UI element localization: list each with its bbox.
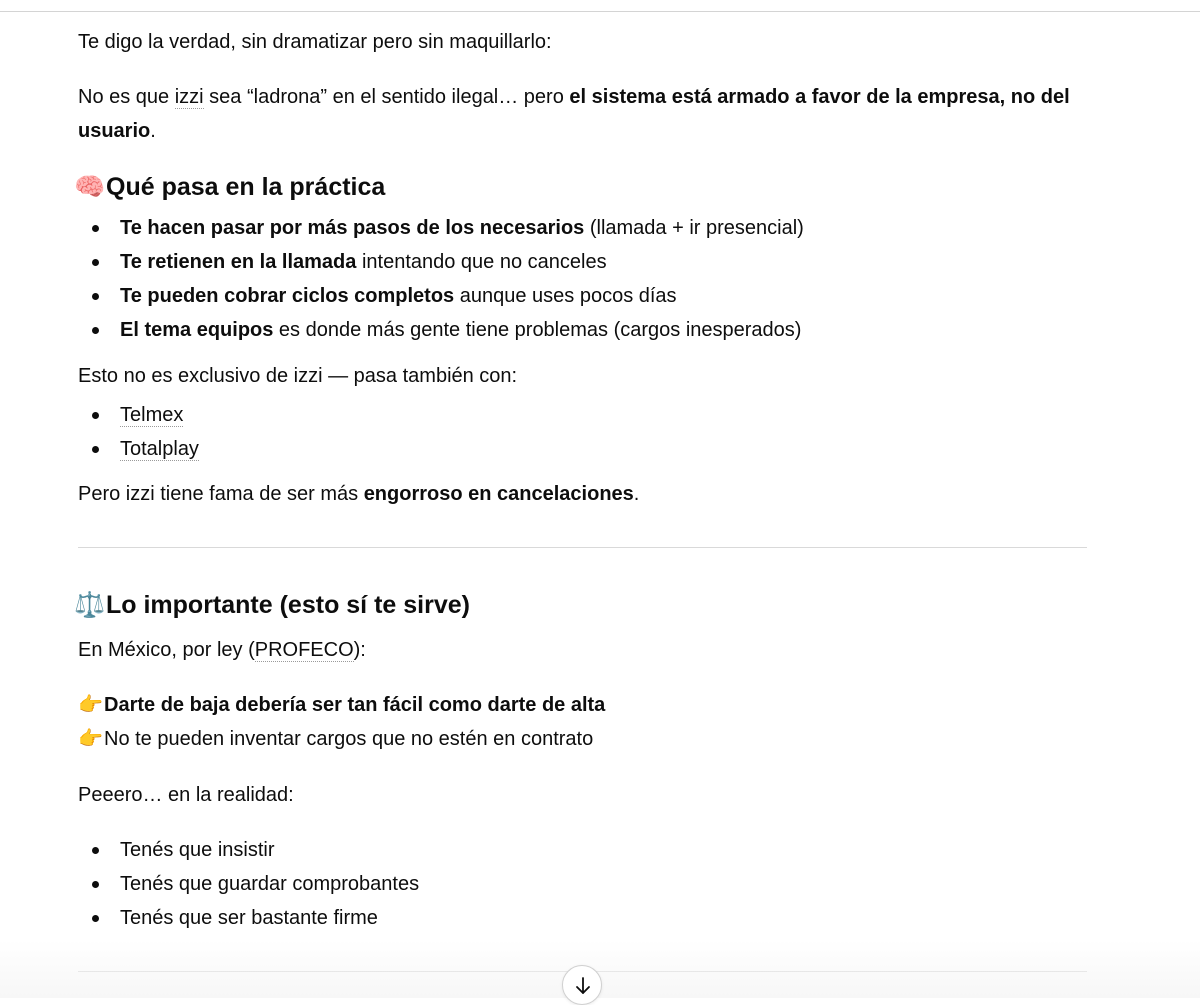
practice-list — [78, 211, 804, 347]
section-heading-important-text: Lo importante (esto sí te sirve) — [106, 591, 470, 619]
law-paragraph — [78, 633, 366, 667]
reality-list — [78, 833, 419, 935]
fame-text: Pero izzi tiene fama de ser más — [78, 483, 364, 505]
bullet-icon — [92, 881, 99, 888]
section-heading-practice — [74, 170, 385, 204]
totalplay-link[interactable]: Totalplay — [120, 438, 199, 460]
intro-text-b: sea “ladrona” en el sentido ilegal… pero — [203, 86, 570, 108]
list-item-text: aunque uses pocos días — [454, 285, 677, 307]
bullet-icon — [92, 412, 99, 419]
scroll-to-bottom-button[interactable] — [562, 965, 602, 1005]
list-item-text: intentando que no canceles — [356, 251, 607, 273]
list-item — [78, 867, 419, 901]
list-item — [78, 211, 804, 245]
intro-line: Te digo la verdad, sin dramatizar pero sin maquillarlo: — [78, 31, 552, 53]
reality-text: Peeero… en la realidad: — [78, 784, 294, 806]
profeco-link[interactable]: PROFECO — [254, 639, 354, 661]
list-item-bold: Te retienen en la llamada — [120, 251, 357, 273]
list-item-text: es donde más gente tiene problemas (cargos inesperados) — [273, 319, 802, 341]
list-item-bold: Te pueden cobrar ciclos completos — [120, 285, 455, 307]
point-1-bold: Darte de baja debería ser tan fácil como darte de alta — [104, 694, 606, 716]
fame-bold: engorroso en cancelaciones — [363, 483, 634, 505]
intro-text-a: No es que — [78, 86, 175, 108]
bullet-icon — [92, 847, 99, 854]
fame-paragraph — [78, 477, 639, 511]
pointing-hand-icon: 👉 — [78, 694, 103, 716]
telmex-link[interactable]: Telmex — [120, 404, 184, 426]
bullet-icon — [92, 446, 99, 453]
izzi-link[interactable]: izzi — [174, 86, 204, 108]
brain-icon: 🧠 — [74, 173, 106, 201]
list-item-text: Tenés que ser bastante firme — [120, 907, 378, 929]
fame-end: . — [633, 483, 640, 505]
point-line-2 — [78, 722, 593, 756]
bullet-icon — [92, 225, 99, 232]
list-item-text: Tenés que insistir — [120, 839, 275, 861]
list-item — [78, 313, 804, 347]
intro-paragraph — [78, 80, 1088, 148]
bullet-icon — [92, 327, 99, 334]
law-text-a: En México, por ley ( — [78, 639, 255, 661]
list-item-bold: Te hacen pasar por más pasos de los necesarios — [120, 217, 585, 239]
scales-icon: ⚖️ — [74, 591, 106, 619]
bullet-icon — [92, 259, 99, 266]
list-item-bold: El tema equipos — [120, 319, 274, 341]
divider — [78, 547, 1087, 548]
point-line-1 — [78, 688, 605, 722]
point-2-text: No te pueden inventar cargos que no estén en contrato — [104, 728, 594, 750]
list-item — [78, 432, 199, 466]
law-text-b: ): — [353, 639, 366, 661]
section-heading-practice-text: Qué pasa en la práctica — [106, 173, 386, 201]
exclusive-text: Esto no es exclusivo de izzi — pasa también con: — [78, 365, 518, 387]
list-item — [78, 833, 419, 867]
list-item-text: (llamada + ir presencial) — [584, 217, 804, 239]
list-item — [78, 245, 804, 279]
list-item — [78, 279, 804, 313]
section-heading-important — [74, 588, 470, 622]
list-item-text: Tenés que guardar comprobantes — [120, 873, 420, 895]
pointing-hand-icon: 👉 — [78, 728, 103, 750]
list-item — [78, 398, 199, 432]
top-border — [0, 0, 1200, 12]
intro-end: . — [150, 120, 156, 142]
bullet-icon — [92, 915, 99, 922]
arrow-down-icon — [573, 975, 593, 997]
providers-list — [78, 398, 199, 466]
bullet-icon — [92, 293, 99, 300]
list-item — [78, 901, 419, 935]
intro-bold: el sistema está armado a favor de la empresa, no del usuario — [78, 86, 1070, 142]
